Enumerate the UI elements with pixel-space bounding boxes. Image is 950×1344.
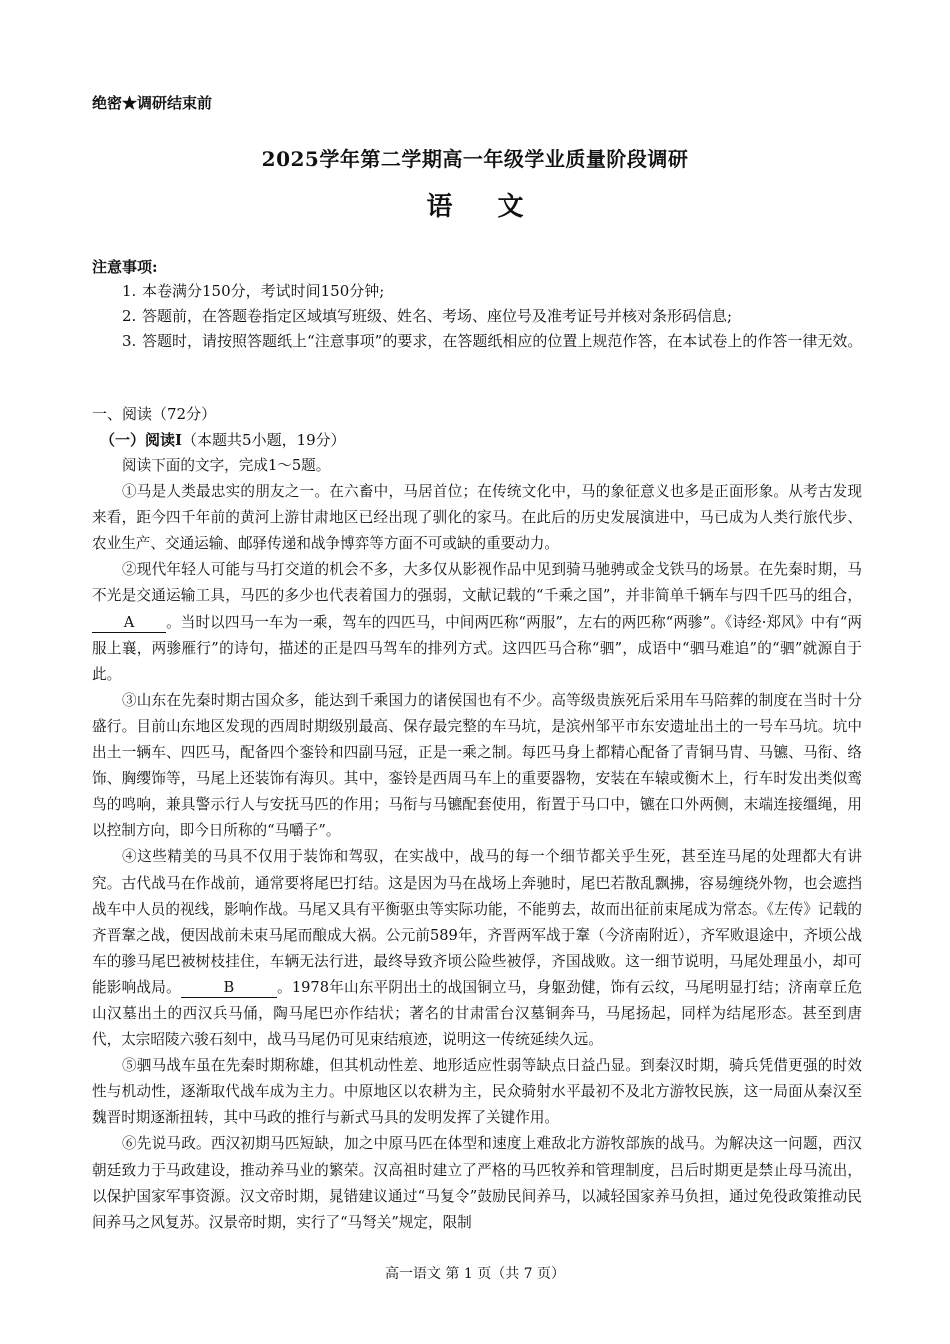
note-number: 3. bbox=[122, 332, 137, 350]
note-item bbox=[122, 279, 864, 304]
blank-a: A bbox=[92, 614, 166, 633]
paragraph-4-part-b: 。1978年山东平阴出土的战国铜立马，身躯劲健，饰有云纹，马尾明显打结；济南章丘危山汉墓出土的西汉兵马俑，陶马尾巴亦作结状；著名的甘肃雷台汉墓铜奔马，马尾扬起，同样为结尾形态。甚至到唐代，太宗昭陵六骏石刻中，战马马尾仍可见束结痕迹，说明这一传统延续久远。 bbox=[92, 978, 862, 1049]
page-footer: 高一语文 第 1 页（共 7 页） bbox=[384, 1266, 566, 1282]
passage-paragraph-4 bbox=[92, 844, 862, 1053]
subject-title: 语 文 bbox=[426, 192, 542, 222]
note-item bbox=[122, 304, 864, 329]
note-text: 答题时，请按照答题纸上“注意事项”的要求，在答题纸相应的位置上规范作答，在本试卷上的作答一律无效。 bbox=[142, 332, 863, 350]
passage-paragraph-1: ①马是人类最忠实的朋友之一。在六畜中，马居首位；在传统文化中，马的象征意义也多是正面形象。从考古发现来看，距今四千年前的黄河上游甘肃地区已经出现了驯化的家马。在此后的历史发展演进中，马已成为人类行旅代步、农业生产、交通运输、邮驿传递和战争博弈等方面不可或缺的重要动力。 bbox=[92, 483, 862, 553]
subsection-label: （一）阅读Ⅰ bbox=[100, 431, 183, 449]
notes-heading: 注意事项: bbox=[92, 258, 158, 276]
exam-title: 2025学年第二学期高一年级学业质量阶段调研 bbox=[261, 147, 689, 171]
confidential-label: 绝密★调研结束前 bbox=[92, 94, 213, 112]
section-title: 一、阅读（72分） bbox=[92, 405, 217, 423]
notes-list bbox=[122, 279, 864, 354]
passage-paragraph-6: ⑥先说马政。西汉初期马匹短缺，加之中原马匹在体型和速度上难敌北方游牧部族的战马。为解决这一问题，西汉朝廷致力于马政建设，推动养马业的繁荣。汉高祖时建立了严格的马匹牧养和管理制度，吕后时期更是禁止母马流出，以保护国家军事资源。汉文帝时期，晁错建议通过“马复令”鼓励民间养马，以减轻国家养马负担，通过免役政策推动民间养马之风复苏。汉景帝时期，实行了“马弩关”规定，限制 bbox=[92, 1135, 862, 1231]
subsection-note: （本题共5小题，19分） bbox=[182, 431, 346, 449]
reading-passage bbox=[92, 453, 862, 1236]
blank-b: B bbox=[181, 979, 277, 998]
paragraph-2-part-a: ②现代年轻人可能与马打交道的机会不多，大多仅从影视作品中见到骑马驰骋或金戈铁马的场景。在先秦时期，马不光是交通运输工具，马匹的多少也代表着国力的强弱，文献记载的“千乘之国”，并非简单千辆车与四千匹马的组合， bbox=[92, 561, 862, 605]
note-text: 答题前，在答题卷指定区域填写班级、姓名、考场、座位号及准考证号并核对条形码信息; bbox=[142, 307, 733, 325]
subsection-title bbox=[100, 429, 346, 450]
passage-instruction: 阅读下面的文字，完成1～5题。 bbox=[122, 457, 331, 474]
note-number: 2. bbox=[122, 307, 137, 325]
note-number: 1. bbox=[122, 282, 137, 300]
passage-paragraph-2 bbox=[92, 557, 862, 687]
note-item bbox=[122, 329, 864, 354]
passage-paragraph-3: ③山东在先秦时期古国众多，能达到千乘国力的诸侯国也有不少。高等级贵族死后采用车马陪葬的制度在当时十分盛行。目前山东地区发现的西周时期级别最高、保存最完整的车马坑，是滨州邹平市东安遗址出土的一号车马坑。坑中出土一辆车、四匹马，配备四个銮铃和四副马冠，正是一乘之制。每匹马身上都精心配备了青铜马胄、马镳、马衔、络饰、胸缨饰等，马尾上还装饰有海贝。其中，銮铃是西周马车上的重要器物，安装在车辕或衡木上，行车时发出类似鸾鸟的鸣响，兼具警示行人与安抚马匹的作用；马衔与马镳配套使用，衔置于马口中，镳在口外两侧，末端连接缰绳，用以控制方向，即今日所称的“马嚼子”。 bbox=[92, 691, 862, 840]
paragraph-2-part-b: 。当时以四马一车为一乘，驾车的四匹马，中间两匹称“两服”，左右的两匹称“两骖”。《诗经·郑风》中有“两服上襄，两骖雁行”的诗句，描述的正是四马驾车的排列方式。这四匹马合称“驷”，成语中“驷马难追”的“驷”就源自于此。 bbox=[92, 613, 862, 683]
passage-paragraph-5: ⑤驷马战车虽在先秦时期称雄，但其机动性差、地形适应性弱等缺点日益凸显。到秦汉时期，骑兵凭借更强的时效性与机动性，逐渐取代战车成为主力。中原地区以农耕为主，民众骑射水平最初不及北方游牧民族，这一局面从秦汉至魏晋时期逐渐扭转，其中马政的推行与新式马具的发明发挥了关键作用。 bbox=[92, 1057, 862, 1127]
note-text: 本卷满分150分，考试时间150分钟; bbox=[142, 282, 385, 300]
paragraph-4-part-a: ④这些精美的马具不仅用于装饰和驾驭，在实战中，战马的每一个细节都关乎生死，甚至连马尾的处理都大有讲究。古代战马在作战前，通常要将尾巴打结。这是因为马在战场上奔驰时，尾巴若散乱飘拂，容易缠绕外物，也会遮挡战车中人员的视线，影响作战。马尾又具有平衡驱虫等实际功能，不能剪去，故而出征前束尾成为常态。《左传》记载的齐晋鞌之战，便因战前未束马尾而酿成大祸。公元前589年，齐晋两军战于鞌（今济南附近），齐军败退途中，齐顷公战车的骖马尾巴被树枝挂住，车辆无法行进，最终导致齐顷公险些被俘，齐国战败。这一细节说明，马尾处理虽小，却可能影响战局。 bbox=[92, 848, 862, 996]
